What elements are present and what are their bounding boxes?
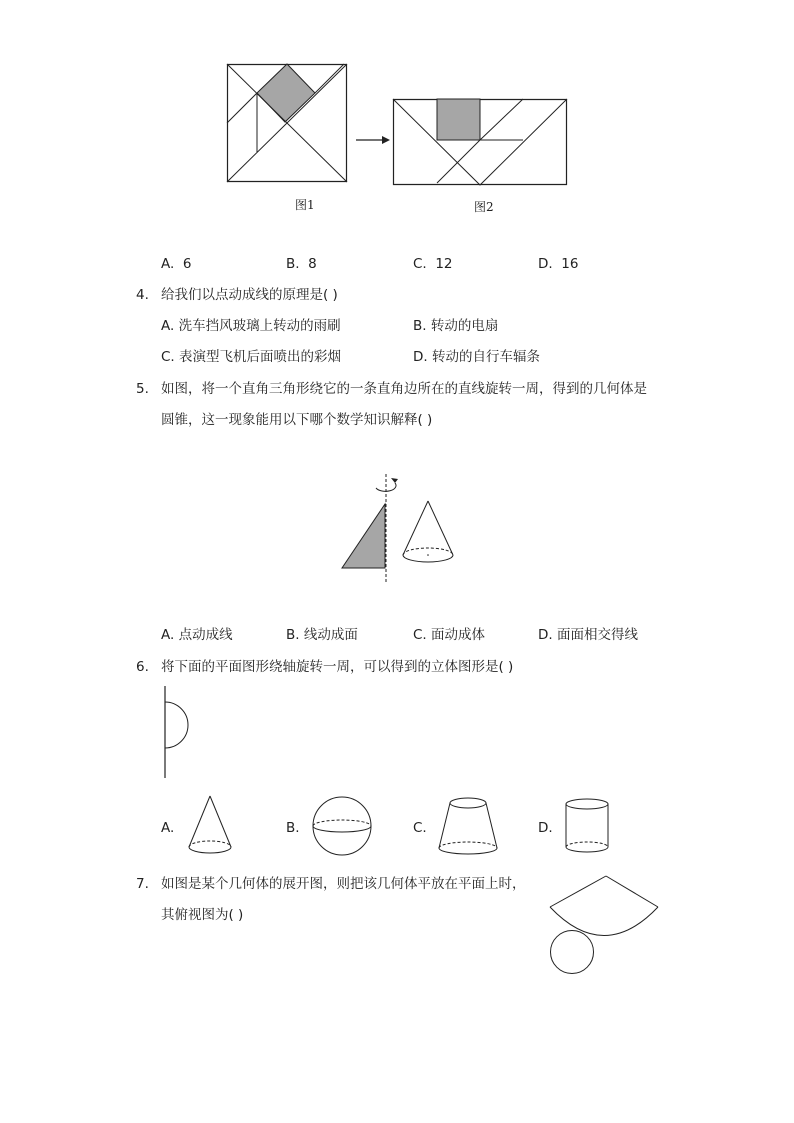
tangram-figure-2 (393, 99, 567, 185)
question-stem-line-2: 圆锥，这一现象能用以下哪个数学知识解释( ) (161, 412, 433, 428)
cone-net-figure (548, 874, 660, 976)
option-a[interactable]: A. 6 (161, 256, 192, 272)
question-stem-line-1: 如图，将一个直角三角形绕它的一条直角边所在的直线旋转一周，得到的几何体是 (161, 381, 647, 397)
semicircle-axis-figure (160, 686, 194, 780)
figure-1-caption: 图1 (295, 198, 315, 212)
option-a[interactable]: A. 点动成线 (161, 627, 233, 643)
question-number: 6. (136, 659, 149, 675)
question-stem-line-1: 如图是某个几何体的展开图，则把该几何体平放在平面上时， (161, 876, 526, 892)
question-stem: 将下面的平面图形绕轴旋转一周，可以得到的立体图形是( ) (161, 659, 514, 675)
cone-icon[interactable] (187, 795, 233, 857)
question-number: 7. (136, 876, 149, 892)
option-a[interactable]: A. (161, 820, 175, 836)
option-c[interactable]: C. 12 (413, 256, 453, 272)
option-b[interactable]: B. 转动的电扇 (413, 318, 499, 334)
question-stem-line-2: 其俯视图为( ) (161, 907, 244, 923)
question-number: 4. (136, 287, 149, 303)
option-d[interactable]: D. 转动的自行车辐条 (413, 349, 540, 365)
frustum-icon[interactable] (437, 796, 499, 858)
option-d[interactable]: D. 16 (538, 256, 579, 272)
cone-figure (400, 500, 456, 566)
question-number: 5. (136, 381, 149, 397)
figure-2-caption: 图2 (474, 200, 494, 214)
option-b[interactable]: B. (286, 820, 300, 836)
sphere-icon[interactable] (311, 795, 373, 857)
option-c[interactable]: C. 表演型飞机后面喷出的彩烟 (161, 349, 342, 365)
option-c[interactable]: C. (413, 820, 427, 836)
option-a[interactable]: A. 洗车挡风玻璃上转动的雨刷 (161, 318, 341, 334)
option-b[interactable]: B. 8 (286, 256, 317, 272)
option-b[interactable]: B. 线动成面 (286, 627, 358, 643)
arrow-right-icon (356, 134, 390, 146)
option-d[interactable]: D. (538, 820, 553, 836)
option-c[interactable]: C. 面动成体 (413, 627, 486, 643)
cylinder-icon[interactable] (563, 797, 611, 857)
question-stem: 给我们以点动成线的原理是( ) (161, 287, 338, 303)
tangram-figure-1 (227, 64, 347, 182)
option-d[interactable]: D. 面面相交得线 (538, 627, 638, 643)
